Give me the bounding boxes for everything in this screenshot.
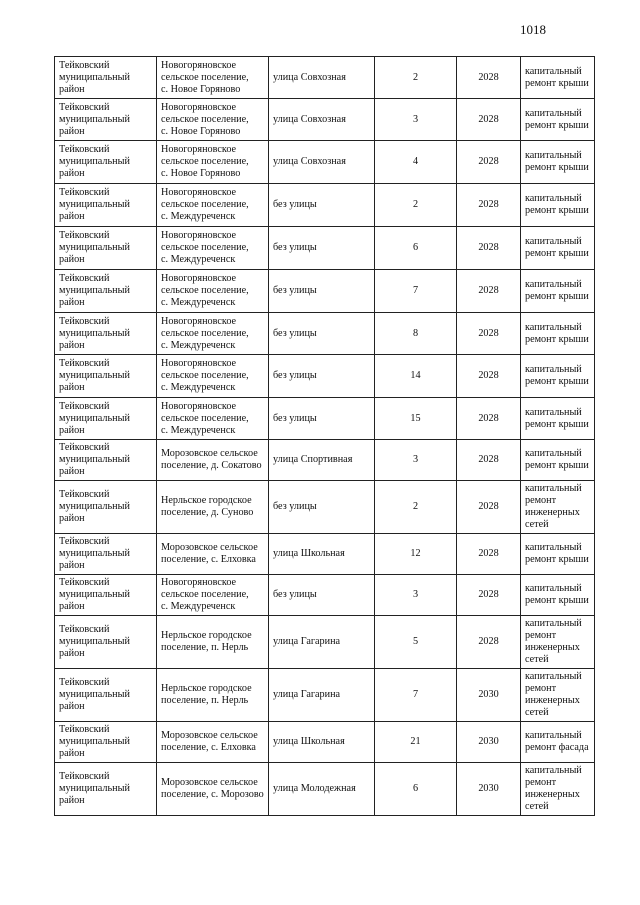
settlement-cell-line: Новогоряновское	[161, 230, 237, 241]
district-cell-line: район	[59, 339, 85, 351]
district-cell	[55, 481, 157, 534]
year-cell: 2028	[457, 184, 521, 227]
settlement-cell	[157, 575, 269, 616]
work-type-cell	[521, 184, 595, 227]
street-cell: без улицы	[269, 355, 375, 398]
district-cell-line: район	[59, 795, 85, 806]
work-type-cell-line: капитальный	[525, 236, 582, 247]
settlement-cell-line: с. Междуреченск	[161, 601, 236, 612]
settlement-cell-line: сельское поселение,	[161, 113, 249, 125]
work-type-cell	[521, 722, 595, 763]
street-cell: улица Совхозная	[269, 57, 375, 99]
district-cell-line: район	[59, 211, 85, 222]
district-cell-line: Тейковский	[59, 677, 110, 688]
settlement-cell-line: с. Новое Горяново	[161, 83, 241, 95]
district-cell-line: муниципальный	[59, 501, 130, 512]
work-type-cell	[521, 616, 595, 669]
district-cell-line: район	[59, 168, 85, 179]
work-type-cell-line: ремонт	[525, 777, 557, 788]
table-row	[55, 270, 595, 313]
table-row	[55, 440, 595, 481]
work-type-cell-line: инженерных	[525, 642, 580, 653]
settlement-cell-line: поселение, с. Морозово	[161, 789, 264, 800]
settlement-cell-line: с. Междуреченск	[161, 254, 236, 265]
house-number-cell: 6	[375, 763, 457, 816]
district-cell-line: муниципальный	[59, 199, 130, 210]
year-cell: 2028	[457, 355, 521, 398]
work-type-cell	[521, 313, 595, 355]
district-cell-line: район	[59, 254, 85, 265]
settlement-cell-line: Нерльское городское	[161, 495, 252, 506]
settlement-cell-line: сельское поселение,	[161, 156, 249, 167]
work-type-cell-line: капитальный	[525, 406, 582, 418]
street-cell: без улицы	[269, 227, 375, 270]
table-row	[55, 616, 595, 669]
district-cell-line: муниципальный	[59, 736, 130, 747]
district-cell-line: муниципальный	[59, 242, 130, 253]
district-cell-line: Тейковский	[59, 442, 110, 453]
settlement-cell-line: Нерльское городское	[161, 683, 252, 694]
table-row	[55, 575, 595, 616]
work-type-cell-line: ремонт крыши	[525, 460, 589, 471]
settlement-cell-line: Новогоряновское	[161, 577, 237, 588]
settlement-cell	[157, 227, 269, 270]
work-type-cell	[521, 99, 595, 141]
district-cell	[55, 57, 157, 99]
settlement-cell	[157, 440, 269, 481]
settlement-cell	[157, 57, 269, 99]
year-cell: 2028	[457, 99, 521, 141]
settlement-cell-line: Новогоряновское	[161, 187, 237, 198]
district-cell-line: муниципальный	[59, 454, 130, 465]
district-cell	[55, 669, 157, 722]
district-cell-line: муниципальный	[59, 412, 130, 424]
work-type-cell-line: сетей	[525, 519, 549, 530]
district-cell-line: муниципальный	[59, 71, 130, 83]
settlement-cell-line: с. Междуреченск	[161, 297, 236, 308]
work-type-cell-line: ремонт фасада	[525, 742, 589, 753]
work-type-cell-line: капитальный	[525, 65, 582, 77]
work-type-cell-line: ремонт крыши	[525, 162, 589, 173]
district-cell-line: Тейковский	[59, 489, 110, 500]
street-cell: улица Молодежная	[269, 763, 375, 816]
work-type-cell-line: капитальный	[525, 193, 582, 204]
year-cell: 2028	[457, 141, 521, 184]
district-cell-line: муниципальный	[59, 548, 130, 559]
table-row	[55, 227, 595, 270]
district-cell	[55, 398, 157, 440]
house-number-cell: 14	[375, 355, 457, 398]
settlement-cell	[157, 355, 269, 398]
settlement-cell	[157, 763, 269, 816]
settlement-cell-line: сельское поселение,	[161, 412, 249, 424]
district-cell	[55, 99, 157, 141]
district-cell-line: Тейковский	[59, 536, 110, 547]
house-number-cell: 7	[375, 270, 457, 313]
settlement-cell	[157, 398, 269, 440]
year-cell: 2028	[457, 313, 521, 355]
street-cell: без улицы	[269, 184, 375, 227]
settlement-cell-line: с. Междуреченск	[161, 339, 236, 351]
district-cell	[55, 355, 157, 398]
district-cell	[55, 440, 157, 481]
district-cell-line: район	[59, 382, 85, 393]
settlement-cell-line: сельское поселение,	[161, 370, 249, 381]
settlement-cell	[157, 184, 269, 227]
year-cell: 2028	[457, 270, 521, 313]
settlement-cell-line: поселение, п. Нерль	[161, 695, 249, 706]
year-cell: 2028	[457, 398, 521, 440]
work-type-cell-line: ремонт крыши	[525, 119, 589, 131]
street-cell: без улицы	[269, 313, 375, 355]
house-number-cell: 15	[375, 398, 457, 440]
work-type-cell-line: капитальный	[525, 483, 582, 494]
house-number-cell: 7	[375, 669, 457, 722]
street-cell: без улицы	[269, 575, 375, 616]
district-cell-line: муниципальный	[59, 285, 130, 296]
work-type-cell-line: ремонт	[525, 683, 557, 694]
settlement-cell-line: с. Новое Горяново	[161, 168, 241, 179]
district-cell	[55, 534, 157, 575]
district-cell	[55, 616, 157, 669]
work-type-cell	[521, 669, 595, 722]
table-row	[55, 355, 595, 398]
district-cell-line: район	[59, 466, 85, 477]
year-cell: 2028	[457, 616, 521, 669]
settlement-cell-line: Новогоряновское	[161, 144, 237, 155]
settlement-cell-line: сельское поселение,	[161, 199, 249, 210]
settlement-cell-line: Новогоряновское	[161, 315, 237, 327]
work-type-cell-line: капитальный	[525, 321, 582, 333]
settlement-cell-line: Новогоряновское	[161, 101, 237, 113]
district-cell-line: муниципальный	[59, 370, 130, 381]
settlement-cell	[157, 534, 269, 575]
house-number-cell: 2	[375, 57, 457, 99]
district-cell-line: район	[59, 125, 85, 137]
house-number-cell: 3	[375, 440, 457, 481]
settlement-cell-line: Морозовское сельское	[161, 730, 258, 741]
settlement-cell-line: поселение, п. Нерль	[161, 642, 249, 653]
settlement-cell-line: сельское поселение,	[161, 589, 249, 600]
year-cell: 2028	[457, 57, 521, 99]
table-body	[55, 57, 595, 816]
work-type-cell-line: ремонт крыши	[525, 333, 589, 345]
work-type-cell-line: капитальный	[525, 279, 582, 290]
year-cell: 2030	[457, 722, 521, 763]
work-type-cell	[521, 355, 595, 398]
work-type-cell	[521, 57, 595, 99]
settlement-cell-line: поселение, с. Елховка	[161, 554, 256, 565]
house-number-cell: 5	[375, 616, 457, 669]
work-type-cell-line: сетей	[525, 654, 549, 665]
district-cell-line: Тейковский	[59, 59, 110, 71]
work-type-cell-line: ремонт крыши	[525, 248, 589, 259]
work-type-cell	[521, 575, 595, 616]
settlement-cell-line: Новогоряновское	[161, 59, 237, 71]
work-type-cell-line: сетей	[525, 801, 549, 812]
table-row	[55, 313, 595, 355]
settlement-cell	[157, 616, 269, 669]
work-type-cell-line: инженерных	[525, 695, 580, 706]
year-cell: 2028	[457, 481, 521, 534]
work-type-cell-line: капитальный	[525, 618, 582, 629]
work-type-cell-line: капитальный	[525, 107, 582, 119]
district-cell-line: муниципальный	[59, 156, 130, 167]
table-row	[55, 669, 595, 722]
table-row	[55, 481, 595, 534]
settlement-cell-line: сельское поселение,	[161, 242, 249, 253]
street-cell: улица Совхозная	[269, 99, 375, 141]
district-cell-line: район	[59, 748, 85, 759]
settlement-cell-line: сельское поселение,	[161, 71, 249, 83]
house-number-cell: 12	[375, 534, 457, 575]
district-cell-line: Тейковский	[59, 400, 110, 412]
table-row	[55, 534, 595, 575]
settlement-cell-line: с. Междуреченск	[161, 211, 236, 222]
house-number-cell: 2	[375, 481, 457, 534]
district-cell-line: Тейковский	[59, 230, 110, 241]
work-type-cell-line: ремонт крыши	[525, 418, 589, 430]
street-cell: без улицы	[269, 398, 375, 440]
district-cell-line: Тейковский	[59, 724, 110, 735]
district-cell-line: Тейковский	[59, 187, 110, 198]
district-cell-line: муниципальный	[59, 327, 130, 339]
table-row	[55, 141, 595, 184]
repair-schedule-table	[54, 56, 595, 816]
street-cell: улица Гагарина	[269, 616, 375, 669]
settlement-cell-line: сельское поселение,	[161, 327, 249, 339]
street-cell: улица Гагарина	[269, 669, 375, 722]
district-cell-line: Тейковский	[59, 624, 110, 635]
work-type-cell-line: капитальный	[525, 583, 582, 594]
district-cell-line: муниципальный	[59, 689, 130, 700]
year-cell: 2028	[457, 440, 521, 481]
district-cell-line: Тейковский	[59, 358, 110, 369]
house-number-cell: 4	[375, 141, 457, 184]
district-cell-line: Тейковский	[59, 273, 110, 284]
street-cell: без улицы	[269, 270, 375, 313]
district-cell-line: Тейковский	[59, 771, 110, 782]
house-number-cell: 6	[375, 227, 457, 270]
settlement-cell-line: Морозовское сельское	[161, 777, 258, 788]
table-row	[55, 722, 595, 763]
settlement-cell-line: с. Междуреченск	[161, 382, 236, 393]
work-type-cell-line: капитальный	[525, 448, 582, 459]
work-type-cell-line: ремонт крыши	[525, 77, 589, 89]
district-cell-line: муниципальный	[59, 783, 130, 794]
street-cell: улица Школьная	[269, 534, 375, 575]
year-cell: 2028	[457, 534, 521, 575]
settlement-cell-line: с. Междуреченск	[161, 424, 236, 436]
work-type-cell	[521, 141, 595, 184]
work-type-cell-line: капитальный	[525, 671, 582, 682]
settlement-cell	[157, 722, 269, 763]
work-type-cell-line: капитальный	[525, 765, 582, 776]
district-cell	[55, 184, 157, 227]
district-cell-line: район	[59, 83, 85, 95]
settlement-cell	[157, 270, 269, 313]
street-cell: улица Совхозная	[269, 141, 375, 184]
work-type-cell-line: ремонт	[525, 630, 557, 641]
district-cell-line: муниципальный	[59, 589, 130, 600]
district-cell-line: район	[59, 701, 85, 712]
district-cell-line: муниципальный	[59, 113, 130, 125]
table-row	[55, 763, 595, 816]
district-cell	[55, 763, 157, 816]
work-type-cell	[521, 534, 595, 575]
street-cell: без улицы	[269, 481, 375, 534]
settlement-cell-line: Нерльское городское	[161, 630, 252, 641]
work-type-cell	[521, 481, 595, 534]
settlement-cell	[157, 99, 269, 141]
street-cell: улица Школьная	[269, 722, 375, 763]
house-number-cell: 2	[375, 184, 457, 227]
settlement-cell-line: Морозовское сельское	[161, 448, 258, 459]
year-cell: 2028	[457, 575, 521, 616]
page-number: 1018	[520, 22, 546, 37]
district-cell-line: район	[59, 648, 85, 659]
district-cell	[55, 141, 157, 184]
district-cell-line: район	[59, 513, 85, 524]
settlement-cell-line: Новогоряновское	[161, 358, 237, 369]
work-type-cell	[521, 763, 595, 816]
settlement-cell	[157, 481, 269, 534]
street-cell: улица Спортивная	[269, 440, 375, 481]
year-cell: 2030	[457, 669, 521, 722]
settlement-cell-line: Морозовское сельское	[161, 542, 258, 553]
district-cell-line: район	[59, 560, 85, 571]
house-number-cell: 3	[375, 575, 457, 616]
district-cell-line: район	[59, 601, 85, 612]
district-cell-line: Тейковский	[59, 101, 110, 113]
settlement-cell-line: с. Новое Горяново	[161, 125, 241, 137]
work-type-cell-line: капитальный	[525, 542, 582, 553]
work-type-cell-line: капитальный	[525, 150, 582, 161]
work-type-cell	[521, 440, 595, 481]
work-type-cell-line: ремонт крыши	[525, 595, 589, 606]
district-cell	[55, 575, 157, 616]
settlement-cell-line: Новогоряновское	[161, 400, 237, 412]
district-cell-line: Тейковский	[59, 315, 110, 327]
house-number-cell: 8	[375, 313, 457, 355]
work-type-cell-line: ремонт крыши	[525, 291, 589, 302]
settlement-cell-line: сельское поселение,	[161, 285, 249, 296]
work-type-cell-line: ремонт крыши	[525, 205, 589, 216]
year-cell: 2030	[457, 763, 521, 816]
district-cell	[55, 722, 157, 763]
year-cell: 2028	[457, 227, 521, 270]
work-type-cell-line: инженерных	[525, 507, 580, 518]
work-type-cell-line: ремонт	[525, 495, 557, 506]
district-cell-line: район	[59, 424, 85, 436]
house-number-cell: 21	[375, 722, 457, 763]
settlement-cell	[157, 669, 269, 722]
settlement-cell-line: Новогоряновское	[161, 273, 237, 284]
work-type-cell	[521, 398, 595, 440]
settlement-cell-line: поселение, д. Сокатово	[161, 460, 262, 471]
settlement-cell-line: поселение, с. Елховка	[161, 742, 256, 753]
district-cell-line: Тейковский	[59, 144, 110, 155]
work-type-cell-line: капитальный	[525, 364, 582, 375]
table-row	[55, 398, 595, 440]
table-row	[55, 99, 595, 141]
house-number-cell: 3	[375, 99, 457, 141]
table-row	[55, 57, 595, 99]
settlement-cell	[157, 313, 269, 355]
work-type-cell	[521, 270, 595, 313]
settlement-cell	[157, 141, 269, 184]
work-type-cell-line: сетей	[525, 707, 549, 718]
work-type-cell-line: инженерных	[525, 789, 580, 800]
district-cell-line: муниципальный	[59, 636, 130, 647]
district-cell	[55, 227, 157, 270]
work-type-cell-line: ремонт крыши	[525, 554, 589, 565]
work-type-cell	[521, 227, 595, 270]
work-type-cell-line: капитальный	[525, 730, 582, 741]
settlement-cell-line: поселение, д. Суново	[161, 507, 254, 518]
work-type-cell-line: ремонт крыши	[525, 376, 589, 387]
district-cell	[55, 313, 157, 355]
district-cell	[55, 270, 157, 313]
district-cell-line: Тейковский	[59, 577, 110, 588]
table-row	[55, 184, 595, 227]
district-cell-line: район	[59, 297, 85, 308]
